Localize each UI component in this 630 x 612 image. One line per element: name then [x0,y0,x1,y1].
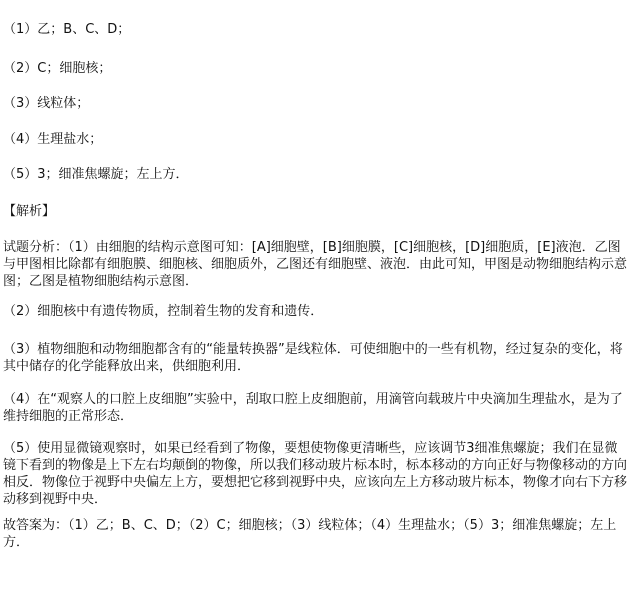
final-answer: 故答案为：（1）乙；B、C、D；（2）C；细胞核；（3）线粒体；（4）生理盐水；（5）3；细准焦螺旋；左上方． [3,518,617,550]
analysis-paragraph-5: （5）使用显微镜观察时，如果已经看到了物像，要想使物像更清晰些，应该调节3细准焦螺旋；我们在显微镜下看到的物像是上下左右均颠倒的物像，所以我们移动玻片标本时，标本移动的方向正好与物像移动的方向相反．物像位于视野中央偏左上方，要想把它移到视野中央，应该向左上方移动玻片标本，物像才向右下方移动移到视野中央． [3,441,628,507]
analysis-paragraph-4: （4）在“观察人的口腔上皮细胞”实验中，刮取口腔上皮细胞前，用滴管向载玻片中央滴加生理盐水，是为了维持细胞的正常形态． [3,392,623,424]
answer-line-4: （4）生理盐水； [3,132,103,147]
analysis-paragraph-1: 试题分析：（1）由细胞的结构示意图可知：[A]细胞壁，[B]细胞膜，[C]细胞核，[D]细胞质，[E]液泡．乙图与甲图相比除都有细胞膜、细胞核、细胞质外，乙图还有细胞壁、液泡．由此可知，甲图是动物细胞结构示意图；乙图是植物细胞结构示意图． [3,240,628,289]
answer-line-3: （3）线粒体； [3,96,90,111]
analysis-paragraph-3: （3）植物细胞和动物细胞都含有的“能量转换器”是线粒体．可使细胞中的一些有机物，经过复杂的变化，将其中储存的化学能释放出来，供细胞利用． [3,342,623,374]
analysis-heading: 【解析】 [3,204,56,219]
answer-line-1: （1）乙；B、C、D； [3,22,131,37]
analysis-paragraph-2: （2）细胞核中有遗传物质，控制着生物的发育和遗传． [3,304,324,319]
answer-line-5: （5）3；细准焦螺旋；左上方． [3,167,189,182]
answer-line-2: （2）C；细胞核； [3,61,112,76]
